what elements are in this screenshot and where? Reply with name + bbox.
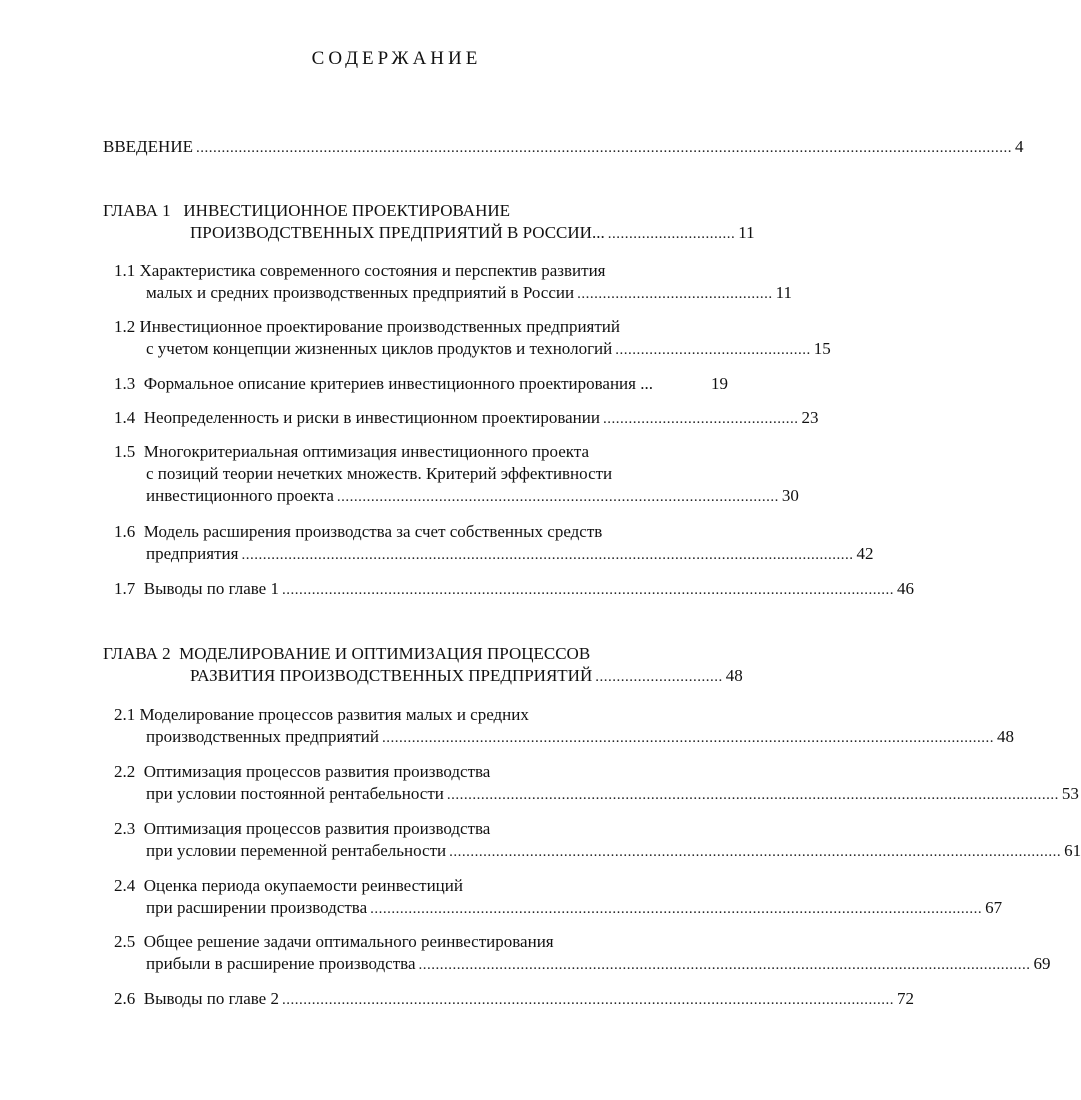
section-line [146,485,799,507]
section-line [114,578,914,600]
dot-leader: .............................. [595,669,723,685]
dot-leader: .............................. [607,226,736,242]
toc-page-number: 72 [896,989,914,1008]
section-line [114,988,914,1010]
section-line [146,840,1081,862]
toc-page-number: 67 [985,898,1003,917]
toc-page-number: 61 [1064,841,1081,860]
section-title: Моделирование процессов развития малых и средних [139,705,529,724]
dot-leader: ................................................................................................................................................ [281,582,894,598]
section-number: 2.6 [114,989,136,1008]
section-title: Характеристика современного состояния и перспектив развития [139,261,606,280]
section-number: 2.2 [114,762,136,781]
section-title: с учетом концепции жизненных циклов продуктов и технологий [146,339,613,358]
chapter-title-line-1: МОДЕЛИРОВАНИЕ И ОПТИМИЗАЦИЯ ПРОЦЕССОВ [179,644,591,663]
section-title: Неопределенность и риски в инвестиционном проектировании [143,408,600,427]
section-title: Общее решение задачи оптимального реинвестирования [143,932,554,951]
toc-page-number: 48 [725,666,743,685]
section-line [146,897,1003,919]
chapter-label: ГЛАВА 1 [103,201,171,220]
toc-page-number: 4 [1014,137,1024,156]
section-line [114,316,728,338]
section-number: 2.5 [114,932,136,951]
section-line [146,783,1079,805]
dot-leader: ................................................................................................................................................................................................ [195,140,1012,156]
section-line [114,875,728,897]
chapter-heading-line [190,222,755,244]
dot-leader: .............................................. [615,342,811,358]
chapter-label: ГЛАВА 2 [103,644,171,663]
chapter-heading-line [103,643,663,665]
toc-page-number: 53 [1061,784,1079,803]
toc-page-number: 48 [997,727,1015,746]
section-number: 2.1 [114,705,136,724]
chapter-title-line-2: РАЗВИТИЯ ПРОИЗВОДСТВЕННЫХ ПРЕДПРИЯТИЙ [190,666,593,685]
toc-entry-label: ВВЕДЕНИЕ [103,137,193,156]
section-line [146,726,1015,748]
section-title: прибыли в расширение производства [146,954,416,973]
section-title: Выводы по главе 1 [143,579,279,598]
section-title: Инвестиционное проектирование производственных предприятий [139,317,620,336]
toc-page-number: 46 [896,579,914,598]
dot-leader: ................................................................................................................................................ [370,901,983,917]
section-title: Формальное описание критериев инвестиционного проектирования ... [143,374,653,393]
dot-leader: .............................................. [602,411,799,427]
chapter-title-line-2: ПРОИЗВОДСТВЕННЫХ ПРЕДПРИЯТИЙ В РОССИИ... [190,223,605,242]
toc-page-number: 19 [711,374,728,393]
toc-page-number: 11 [775,283,792,302]
dot-leader: ................................................................................................................................................ [382,730,995,746]
section-number: 1.7 [114,579,136,598]
section-title: предприятия [146,544,239,563]
section-line [114,260,728,282]
section-title: Модель расширения производства за счет собственных средств [143,522,603,541]
dot-leader: ................................................................................................................................................ [418,957,1031,973]
section-number: 1.4 [114,408,136,427]
section-line [146,953,1051,975]
section-title: Оптимизация процессов развития производства [143,819,491,838]
section-line [114,818,728,840]
section-number: 1.1 [114,261,136,280]
toc-page-number: 30 [781,486,799,505]
section-title: с позиций теории нечетких множеств. Критерий эффективности [146,464,613,483]
page-title: СОДЕРЖАНИЕ [311,48,482,69]
section-title: при условии постоянной рентабельности [146,784,444,803]
section-title: Многокритериальная оптимизация инвестиционного проекта [143,442,590,461]
section-title: инвестиционного проекта [146,486,334,505]
section-title: производственных предприятий [146,727,380,746]
dot-leader: .............................................. [577,286,773,302]
section-line [146,338,831,360]
section-number: 2.3 [114,819,136,838]
dot-leader: ................................................................................................................................................ [281,992,894,1008]
section-line [114,407,819,429]
section-line [146,282,792,304]
toc-page-number: 69 [1033,954,1051,973]
section-number: 1.2 [114,317,136,336]
section-line [114,373,728,395]
section-title: Оптимизация процессов развития производства [143,762,491,781]
toc-page-number: 23 [801,408,819,427]
toc-page-number: 42 [856,544,874,563]
section-title: при расширении производства [146,898,368,917]
section-number: 1.3 [114,374,136,393]
toc-entry-introduction[interactable] [103,136,1024,158]
toc-page-number: 15 [813,339,831,358]
chapter-title-line-1: ИНВЕСТИЦИОННОЕ ПРОЕКТИРОВАНИЕ [183,201,511,220]
section-line [114,441,654,463]
section-number: 1.6 [114,522,136,541]
chapter-heading-line [103,200,573,222]
section-title: Оценка периода окупаемости реинвестиций [143,876,463,895]
section-line [114,931,728,953]
chapter-heading-line [190,665,743,687]
section-number: 1.5 [114,442,136,461]
dot-leader: ................................................................................................................................................ [241,547,854,563]
section-line [114,761,728,783]
dot-leader: ................................................................................................................................................ [446,787,1059,803]
dot-leader: ................................................................................................................................................ [449,844,1062,860]
section-title: Выводы по главе 2 [143,989,279,1008]
toc-page-number: 11 [738,223,755,242]
section-line [114,704,728,726]
section-line [146,543,874,565]
section-title: при условии переменной рентабельности [146,841,447,860]
section-title: малых и средних производственных предприятий в России [146,283,575,302]
section-number: 2.4 [114,876,136,895]
section-line [146,463,728,485]
section-line [114,521,728,543]
dot-leader: ........................................................................................................ [336,489,779,505]
